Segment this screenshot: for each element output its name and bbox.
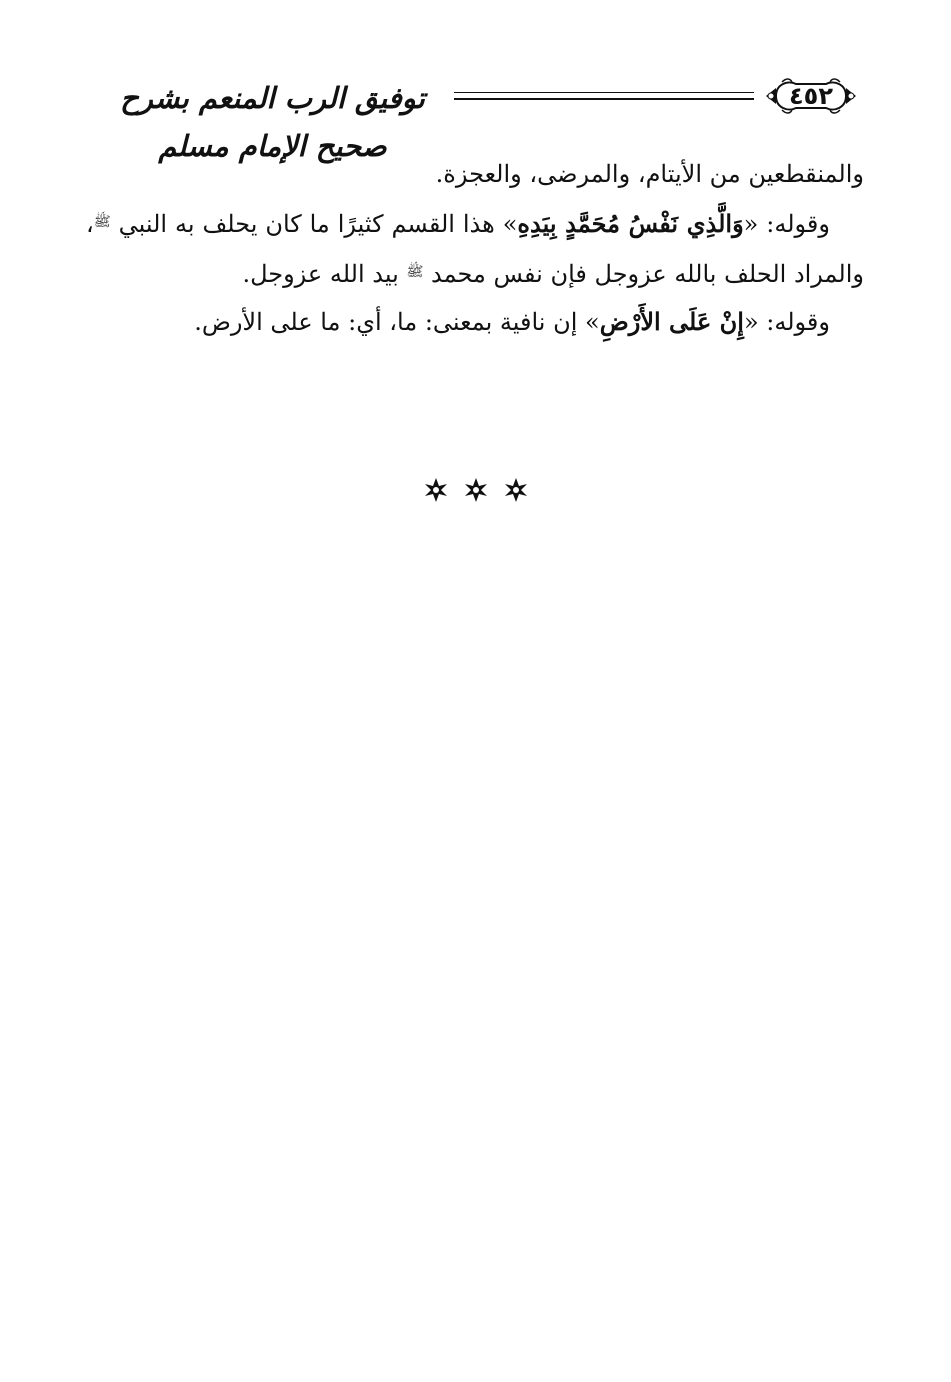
- p2-suffix: بيد الله عزوجل.: [242, 260, 407, 288]
- asterism-ornament-icon: [416, 470, 536, 510]
- section-divider: [0, 470, 951, 514]
- p2-mid: » هذا القسم كثيرًا ما كان يحلف به النبي: [110, 210, 518, 238]
- main-text: [86, 150, 864, 346]
- p3-prefix: وقوله: «: [743, 308, 830, 336]
- salla-symbol-1: ﷺ: [93, 214, 111, 230]
- paragraph-2: [86, 198, 864, 298]
- paragraph-1: والمنقطعين من الأيتام، والمرضى، والعجزة.: [435, 160, 864, 188]
- p2-prefix: وقوله: «: [743, 210, 830, 238]
- page-number-ornament: [762, 76, 860, 116]
- p3-suffix: » إن نافية بمعنى: ما، أي: ما على الأرض.: [194, 308, 600, 336]
- page-number: ٤٥٢: [789, 82, 833, 110]
- hadith-quote-2: إِنْ عَلَى الأَرْضِ: [599, 307, 744, 336]
- header-rule: [454, 92, 754, 100]
- book-title: توفيق الرب المنعم بشرح صحيح الإمام مسلم: [120, 81, 425, 163]
- hadith-quote-1: وَالَّذِي نَفْسُ مُحَمَّدٍ بِيَدِهِ: [517, 209, 744, 238]
- p2-mid2: ، والمراد الحلف بالله عزوجل فإن نفس محمد: [86, 210, 864, 288]
- paragraph-3: [86, 298, 864, 346]
- page-header: [100, 70, 860, 163]
- salla-symbol-2: ﷺ: [406, 264, 424, 280]
